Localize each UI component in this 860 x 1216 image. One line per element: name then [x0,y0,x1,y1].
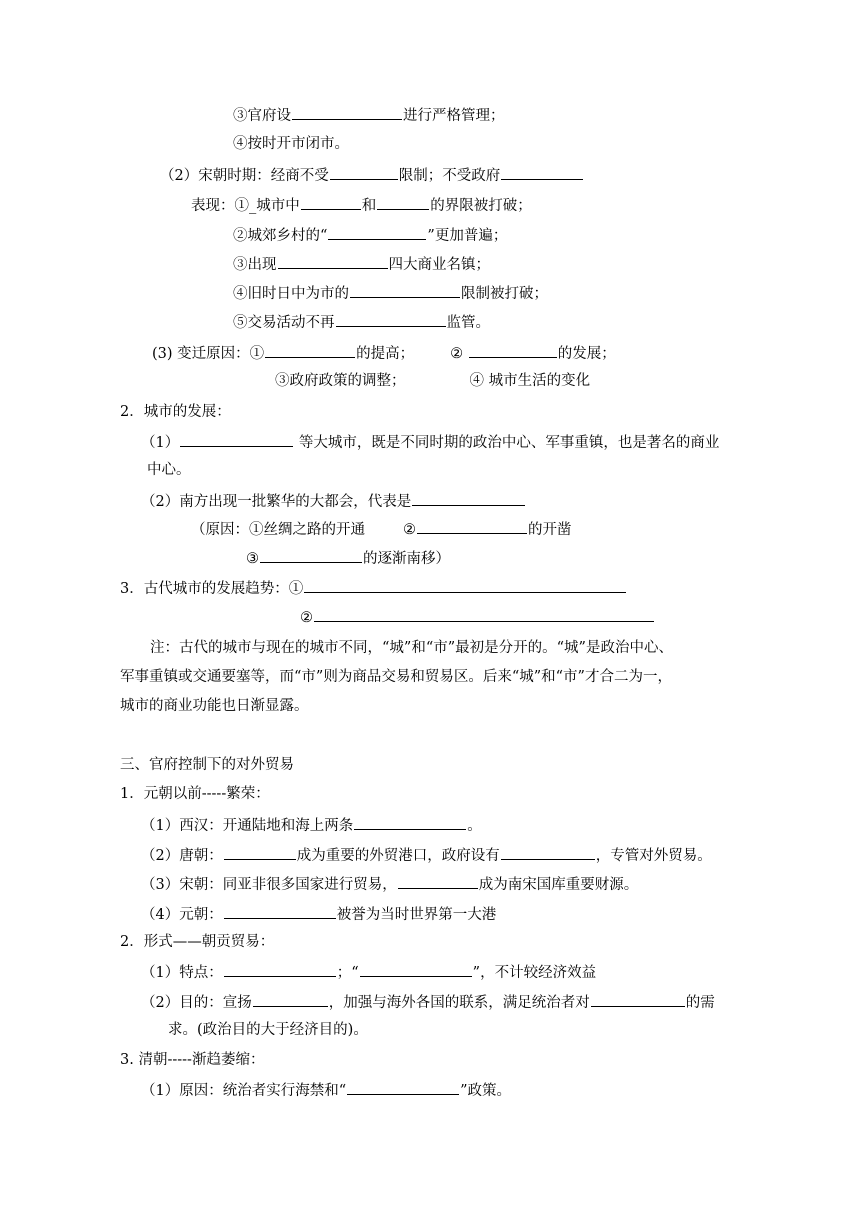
text-line: （2）目的：宣扬 ，加强与海外各国的联系，满足统治者对 的需 [141,991,715,1011]
fill-blank[interactable] [377,194,429,210]
text-line: （1）原因：统治者实行海禁和“ ”政策。 [141,1079,511,1099]
fill-blank[interactable] [224,903,336,919]
fill-blank[interactable] [398,873,478,889]
text-line: （4）元朝： 被誉为当时世界第一大港 [141,903,496,923]
fill-blank[interactable] [265,342,355,358]
section-heading: 3. 清朝-----渐趋萎缩： [120,1052,265,1068]
fill-blank[interactable] [328,224,426,240]
text-line: ② [300,606,655,626]
text-line: （2）南方出现一批繁华的大都会，代表是 [141,490,526,510]
fill-blank[interactable] [412,490,525,506]
fill-blank[interactable] [292,104,402,120]
fill-blank[interactable] [253,991,328,1007]
text-line: ⑤交易活动不再 监管。 [233,311,490,331]
section-heading: 1．元朝以前-----繁荣： [120,786,270,802]
fill-blank[interactable] [591,991,685,1007]
text-line: 表现：①_城市中 和 的界限被打破； [191,194,532,214]
text-line: （3）宋朝：同亚非很多国家进行贸易， 成为南宋国库重要财源。 [141,873,638,893]
text-line: 求。(政治目的大于经济目的)。 [168,1022,368,1038]
fill-blank[interactable] [354,814,466,830]
note-paragraph-line: 城市的商业功能也日渐显露。 [120,698,309,714]
text-line: 中心。 [147,462,191,478]
fill-blank[interactable] [336,311,446,327]
text-line: （1） 等大城市，既是不同时期的政治中心、军事重镇，也是著名的商业 [141,431,719,451]
note-paragraph-line: 军事重镇或交通要塞等，而“市”则为商品交易和贸易区。后来“城”和“市”才合二为一， [120,669,672,685]
fill-blank[interactable] [360,961,472,977]
fill-blank[interactable] [278,253,388,269]
text-line: ③出现 四大商业名镇； [233,253,490,273]
text-line: 3．古代城市的发展趋势：① [120,577,627,597]
fill-blank[interactable] [180,431,293,447]
fill-blank[interactable] [224,961,336,977]
fill-blank[interactable] [224,844,296,860]
text-line: （2）唐朝： 成为重要的外贸港口，政府设有 ，专管对外贸易。 [141,844,712,864]
text-line: （原因：①丝绸之路的开通 ② 的开凿 [191,518,572,538]
fill-blank[interactable] [501,844,595,860]
fill-blank[interactable] [417,518,527,534]
text-line: ③政府政策的调整； ④ 城市生活的变化 [275,373,591,389]
fill-blank[interactable] [314,606,654,622]
text-line: ④旧时日中为市的 限制被打破； [233,282,548,302]
text-line: ④按时开市闭市。 [233,136,349,152]
fill-blank[interactable] [347,1079,459,1095]
fill-blank[interactable] [350,282,460,298]
text-line: ③官府设 进行严格管理； [233,104,505,124]
section-heading: 2．形式——朝贡贸易： [120,934,275,950]
fill-blank[interactable] [501,164,583,180]
fill-blank[interactable] [304,577,626,593]
fill-blank[interactable] [260,547,362,563]
text-line: （1）西汉：开通陆地和海上两条 。 [141,814,482,834]
text-line: ②城郊乡村的“ ”更加普遍； [233,224,507,244]
section-heading: 三、官府控制下的对外贸易 [120,757,294,773]
fill-blank[interactable] [469,342,557,358]
note-paragraph-line: 注：古代的城市与现在的城市不同，“城”和“市”最初是分开的。“城”是政治中心、 [150,640,673,656]
text-line: (3) 变迁原因：① 的提高； ② 的发展； [152,342,616,362]
text-line: ③ 的逐渐南移） [246,547,450,567]
fill-blank[interactable] [330,164,398,180]
text-line: （2）宋朝时期：经商不受 限制；不受政府 [160,164,584,184]
fill-blank[interactable] [301,194,361,210]
text-line: （1）特点： ；“ ”，不计较经济效益 [141,961,596,981]
section-heading: 2．城市的发展： [120,404,231,420]
